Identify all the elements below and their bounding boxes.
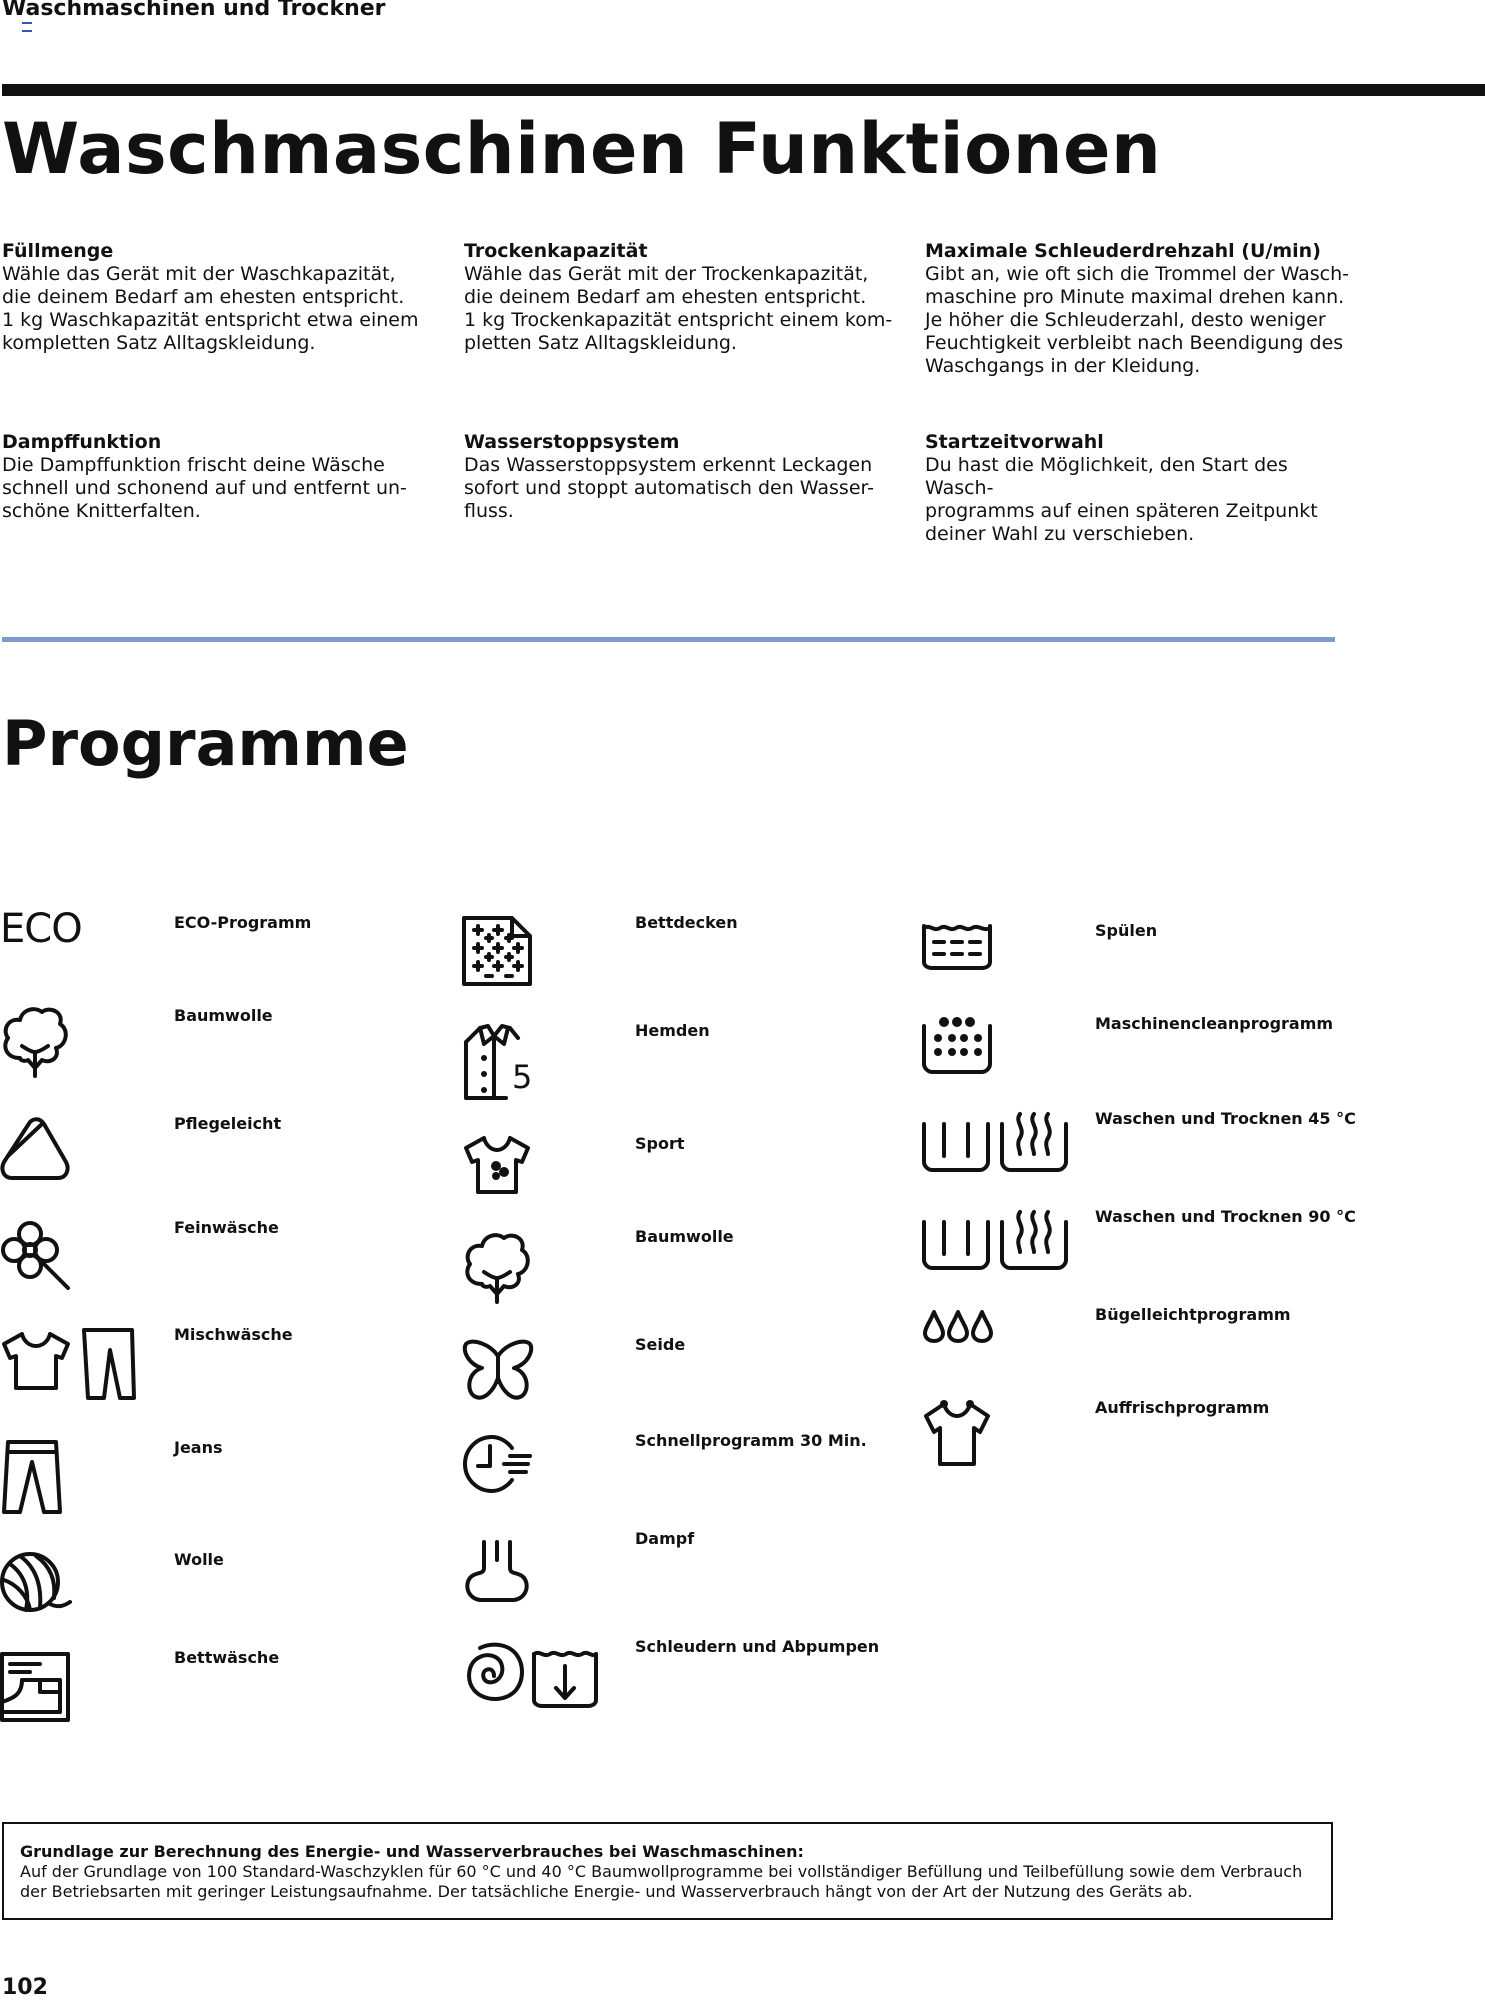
program-label: Bügelleichtprogramm [1095,1305,1291,1324]
program-label: Seide [635,1335,686,1354]
program-label: Spülen [1095,921,1158,940]
rinse-tub-icon [922,922,992,972]
spin-drain-icon [462,1640,602,1712]
program-label: Schleudern und Abpumpen [635,1637,880,1656]
shirt-icon-number: 5 [512,1058,533,1096]
program-label: Auffrischprogramm [1095,1398,1270,1417]
page-title: Waschmaschinen Funktionen [2,108,1162,190]
feature-body: Die Dampffunktion frischt deine Wäsche schnell und schonend auf und entfernt un- schöne Knitterfalten. [2,454,407,522]
note-title: Grundlage zur Berechnung des Energie- und Wasserverbrauches bei Waschmaschinen: [20,1842,804,1861]
feature-body: Wähle das Gerät mit der Waschkapazität, die deinem Bedarf am ehesten entspricht. 1 kg Waschkapazität entspricht etwa einem kompletten Satz Alltagskleidung. [2,263,419,354]
program-label: Dampf [635,1529,695,1548]
feature-title: Maximale Schleuderdrehzahl (U/min) [925,240,1321,262]
feature-wasserstoppsystem [464,431,894,523]
refresh-shirt-icon [922,1396,992,1468]
program-label: Jeans [174,1438,223,1457]
bed-linen-icon [0,1652,70,1722]
program-label: Bettwäsche [174,1648,280,1667]
delicate-flower-icon [0,1220,72,1292]
program-label: Schnellprogramm 30 Min. [635,1431,867,1450]
cotton-flower-icon [462,1232,532,1304]
feature-title: Wasserstoppsystem [464,431,680,453]
program-label: Baumwolle [174,1006,273,1025]
feature-body: Wähle das Gerät mit der Trockenkapazität, die deinem Bedarf am ehesten entspricht. 1 kg Trockenkapazität entspricht einem kom- pletten Satz Alltagskleidung. [464,263,893,354]
feature-title: Startzeitvorwahl [925,431,1104,453]
program-label: Feinwäsche [174,1218,279,1237]
feature-startzeitvorwahl [925,431,1355,546]
feature-dampffunktion [2,431,432,523]
program-label: Mischwäsche [174,1325,293,1344]
program-label: ECO-Programm [174,913,312,932]
duvet-icon [462,916,532,986]
section-divider [2,637,1335,642]
program-label: Waschen und Trocknen 90 °C [1095,1207,1356,1226]
feature-body: Du hast die Möglichkeit, den Start des Wasch- programms auf einen späteren Zeitpunkt deiner Wahl zu verschieben. [925,454,1318,545]
wash-dry-45-icon [922,1110,1072,1174]
easy-iron-drops-icon [922,1308,994,1344]
program-label: Bettdecken [635,913,738,932]
program-label: Baumwolle [635,1227,734,1246]
feature-title: Dampffunktion [2,431,162,453]
trousers-icon [0,1438,64,1516]
feature-body: Gibt an, wie oft sich die Trommel der Wasch- maschine pro Minute maximal drehen kann. Je höher die Schleuderzahl, desto weniger Feuchtigkeit verbleibt nach Beendigung des Waschgangs in der Kleidung. [925,263,1350,377]
easy-care-triangle-icon [0,1116,72,1182]
top-divider [2,84,1485,96]
section-header: Waschmaschinen und Trockner [2,0,386,21]
program-label: Pflegeleicht [174,1114,282,1133]
feature-body: Das Wasserstoppsystem erkennt Leckagen sofort und stoppt automatisch den Wasser- fluss. [464,454,874,522]
program-label: Hemden [635,1021,710,1040]
energy-note-box [2,1822,1333,1920]
drum-clean-icon [922,1016,992,1074]
butterfly-icon [462,1338,534,1402]
feature-schleuderdrehzahl [925,240,1355,378]
shirt-icon [462,1022,534,1102]
feature-trockenkapazitaet [464,240,894,355]
cotton-flower-icon [0,1006,70,1078]
program-label: Sport [635,1134,685,1153]
program-label: Waschen und Trocknen 45 °C [1095,1109,1356,1128]
sport-shirt-icon [462,1134,532,1196]
program-label: Wolle [174,1550,224,1569]
program-label: Maschinencleanprogramm [1095,1014,1334,1033]
eco-text-icon: ECO [0,906,82,952]
menu-mark-icon [22,22,32,32]
quick-clock-icon [462,1434,534,1500]
wash-dry-90-icon [922,1208,1072,1272]
feature-title: Füllmenge [2,240,114,262]
page-number: 102 [2,1975,48,2000]
shirt-and-trousers-icon [0,1326,140,1402]
programs-title: Programme [2,707,409,780]
feature-title: Trockenkapazität [464,240,648,262]
wool-ball-icon [0,1550,72,1616]
note-body: Auf der Grundlage von 100 Standard-Waschzyklen für 60 °C und 40 °C Baumwollprogramme bei vollständiger Befüllung und Teilbefüllung sowie dem Verbrauch der Betriebsarten mit geringer Leistungsaufnahme. Der tatsächliche Energie- und Wasserverbrauch hängt von der Art der Nutzung des Geräts ab. [20,1862,1303,1901]
feature-fuellmenge [2,240,432,355]
steam-icon [462,1538,532,1604]
